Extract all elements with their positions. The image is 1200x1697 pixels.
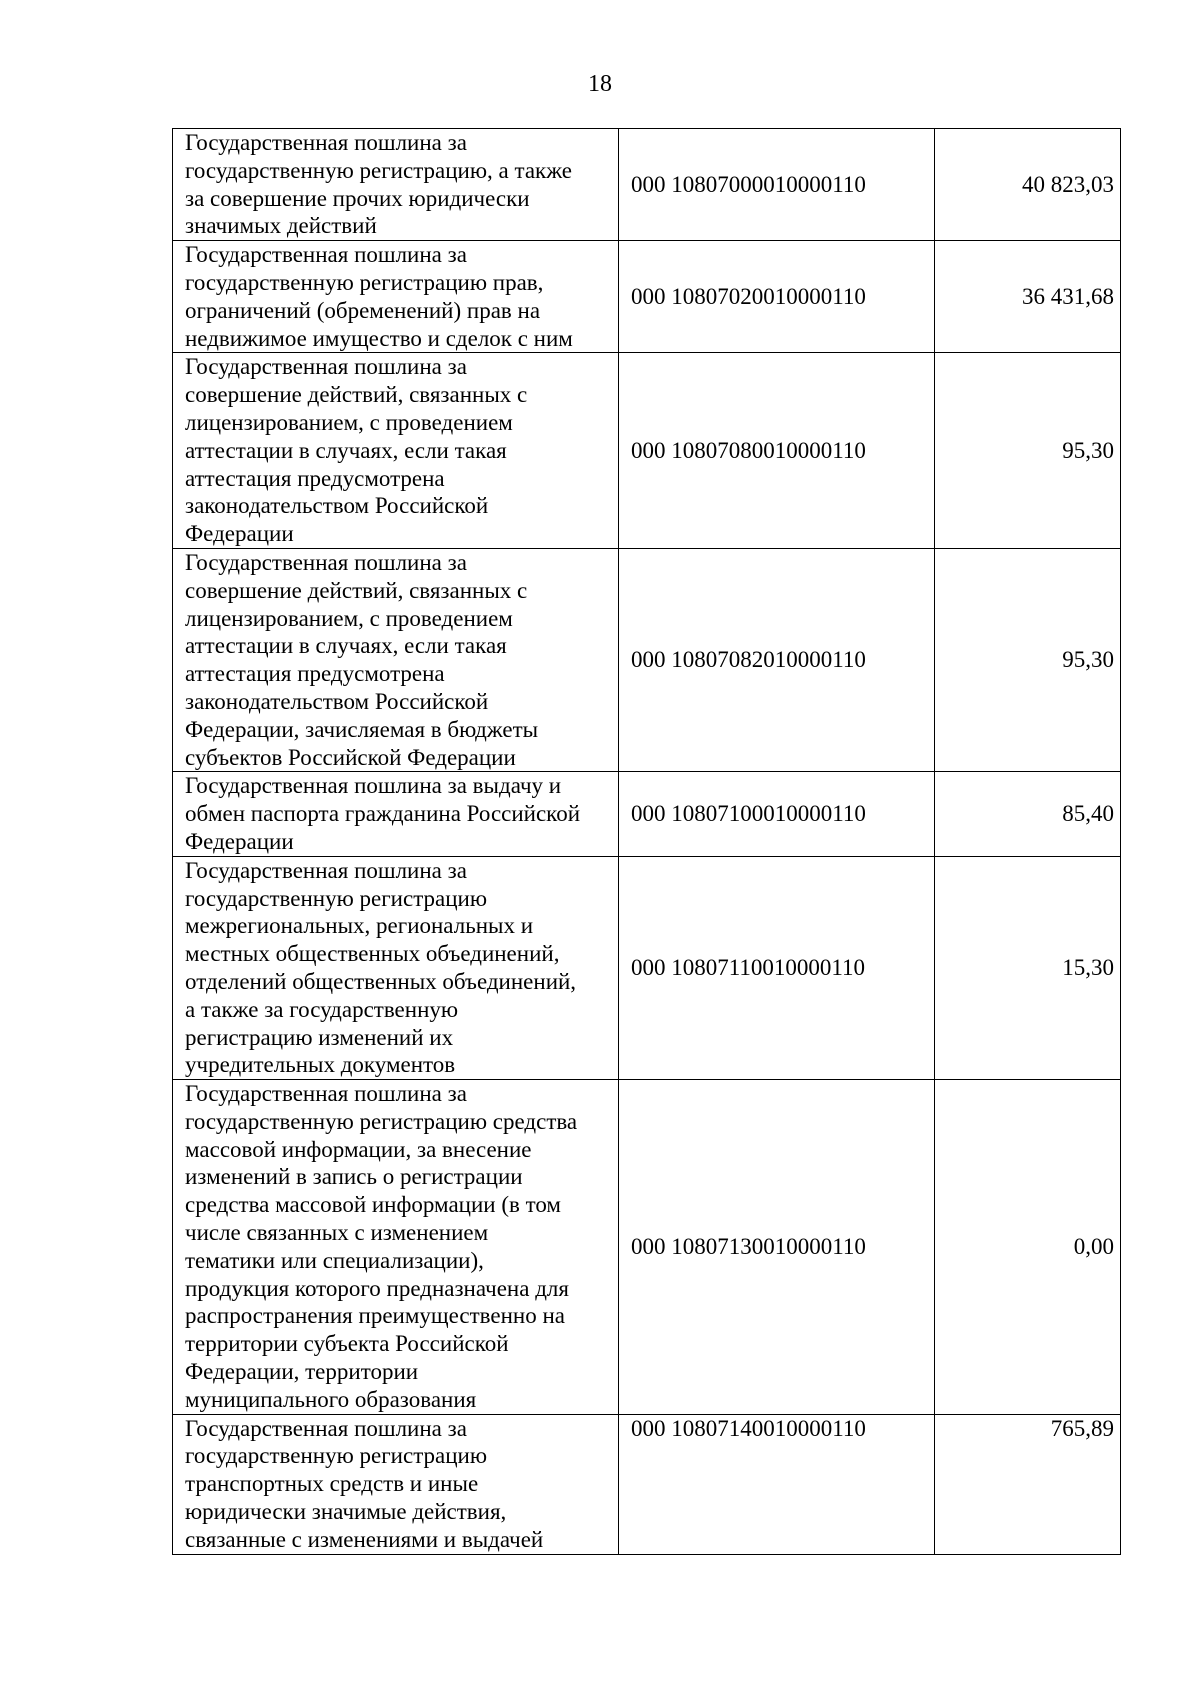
revenue-name-cell: [173, 241, 619, 353]
revenue-name-line: совершение действий, связанных с: [185, 382, 528, 408]
revenue-name-line: распространения преимущественно на: [185, 1303, 565, 1329]
page-number: 18: [588, 71, 612, 97]
revenue-name-line: государственную регистрацию, а также: [185, 157, 573, 183]
revenue-name-cell: [173, 353, 619, 549]
revenue-name-line: недвижимое имущество и сделок с ним: [185, 325, 573, 351]
revenue-name-line: юридически значимые действия,: [185, 1499, 507, 1525]
amount-cell: 85,40: [935, 772, 1121, 856]
amount-cell: 36 431,68: [935, 241, 1121, 353]
revenue-name-line: отделений общественных объединений,: [185, 968, 577, 994]
revenue-name-line: Государственная пошлина за: [185, 857, 467, 883]
revenue-name-line: Государственная пошлина за: [185, 354, 467, 380]
revenue-name-line: ограничений (обременений) прав на: [185, 297, 541, 323]
revenue-name-line: законодательством Российской: [185, 493, 489, 519]
budget-code-cell: 000 10807140010000110: [619, 1414, 935, 1554]
revenue-name-line: совершение действий, связанных с: [185, 577, 528, 603]
revenue-name-line: аттестация предусмотрена: [185, 465, 445, 491]
table-row: [173, 1080, 1121, 1415]
revenue-name-line: межрегиональных, региональных и: [185, 913, 534, 939]
revenue-name-line: Государственная пошлина за: [185, 130, 467, 155]
revenue-name-line: государственную регистрацию: [185, 885, 488, 911]
revenue-name-line: за совершение прочих юридически: [185, 185, 530, 211]
revenue-name-line: государственную регистрацию прав,: [185, 269, 544, 295]
revenue-name-line: государственную регистрацию: [185, 1443, 488, 1469]
table-row: [173, 856, 1121, 1079]
revenue-name-line: аттестации в случаях, если такая: [185, 437, 507, 463]
budget-code-cell: 000 10807100010000110: [619, 772, 935, 856]
table-row: [173, 241, 1121, 353]
revenue-name-line: Федерации, территории: [185, 1359, 419, 1385]
revenue-table: [172, 128, 1121, 1555]
revenue-name-line: Государственная пошлина за: [185, 242, 467, 268]
revenue-name-line: значимых действий: [185, 213, 377, 239]
budget-code-cell: 000 10807082010000110: [619, 548, 935, 771]
revenue-name-line: обмен паспорта гражданина Российской: [185, 801, 580, 827]
revenue-name-line: Федерации: [185, 521, 294, 547]
revenue-name-cell: [173, 129, 619, 241]
revenue-name-line: Государственная пошлина за: [185, 1081, 467, 1107]
revenue-name-line: регистрацию изменений их: [185, 1024, 454, 1050]
revenue-name-cell: [173, 1414, 619, 1554]
budget-code-cell: 000 10807130010000110: [619, 1080, 935, 1415]
amount-cell: 0,00: [935, 1080, 1121, 1415]
revenue-name-line: Федерации, зачисляемая в бюджеты: [185, 716, 539, 742]
revenue-name-line: транспортных средств и иные: [185, 1471, 479, 1497]
revenue-name-line: Государственная пошлина за: [185, 549, 467, 575]
table-row: [173, 772, 1121, 856]
table-row: [173, 1414, 1121, 1554]
revenue-name-line: аттестация предусмотрена: [185, 661, 445, 687]
budget-code-cell: 000 10807110010000110: [619, 856, 935, 1079]
revenue-name-line: изменений в запись о регистрации: [185, 1164, 523, 1190]
revenue-name-line: лицензированием, с проведением: [185, 605, 513, 631]
table-row: [173, 548, 1121, 771]
amount-cell: 95,30: [935, 548, 1121, 771]
revenue-name-line: Государственная пошлина за выдачу и: [185, 773, 562, 799]
revenue-name-line: продукция которого предназначена для: [185, 1275, 569, 1301]
budget-code-cell: 000 10807080010000110: [619, 353, 935, 549]
revenue-name-line: а также за государственную: [185, 996, 459, 1022]
budget-code-cell: 000 10807020010000110: [619, 241, 935, 353]
revenue-name-line: средства массовой информации (в том: [185, 1192, 561, 1218]
revenue-name-line: аттестации в случаях, если такая: [185, 633, 507, 659]
revenue-name-line: связанные с изменениями и выдачей: [185, 1526, 544, 1552]
table-body: [173, 129, 1121, 1555]
revenue-name-line: Федерации: [185, 828, 294, 854]
revenue-name-line: субъектов Российской Федерации: [185, 744, 516, 770]
revenue-name-line: тематики или специализации),: [185, 1247, 484, 1273]
revenue-name-line: местных общественных объединений,: [185, 941, 560, 967]
revenue-name-line: числе связанных с изменением: [185, 1220, 489, 1246]
revenue-name-line: Государственная пошлина за: [185, 1415, 467, 1441]
table-row: [173, 353, 1121, 549]
revenue-name-cell: [173, 548, 619, 771]
revenue-name-cell: [173, 772, 619, 856]
revenue-name-line: муниципального образования: [185, 1386, 477, 1412]
table-row: [173, 129, 1121, 241]
revenue-name-line: законодательством Российской: [185, 688, 489, 714]
amount-cell: 40 823,03: [935, 129, 1121, 241]
revenue-name-line: лицензированием, с проведением: [185, 409, 513, 435]
budget-code-cell: 000 10807000010000110: [619, 129, 935, 241]
revenue-name-line: государственную регистрацию средства: [185, 1108, 578, 1134]
amount-cell: 95,30: [935, 353, 1121, 549]
revenue-name-cell: [173, 856, 619, 1079]
revenue-name-cell: [173, 1080, 619, 1415]
revenue-name-line: учредительных документов: [185, 1052, 456, 1078]
amount-cell: 765,89: [935, 1414, 1121, 1554]
revenue-name-line: территории субъекта Российской: [185, 1331, 509, 1357]
revenue-name-line: массовой информации, за внесение: [185, 1136, 532, 1162]
amount-cell: 15,30: [935, 856, 1121, 1079]
